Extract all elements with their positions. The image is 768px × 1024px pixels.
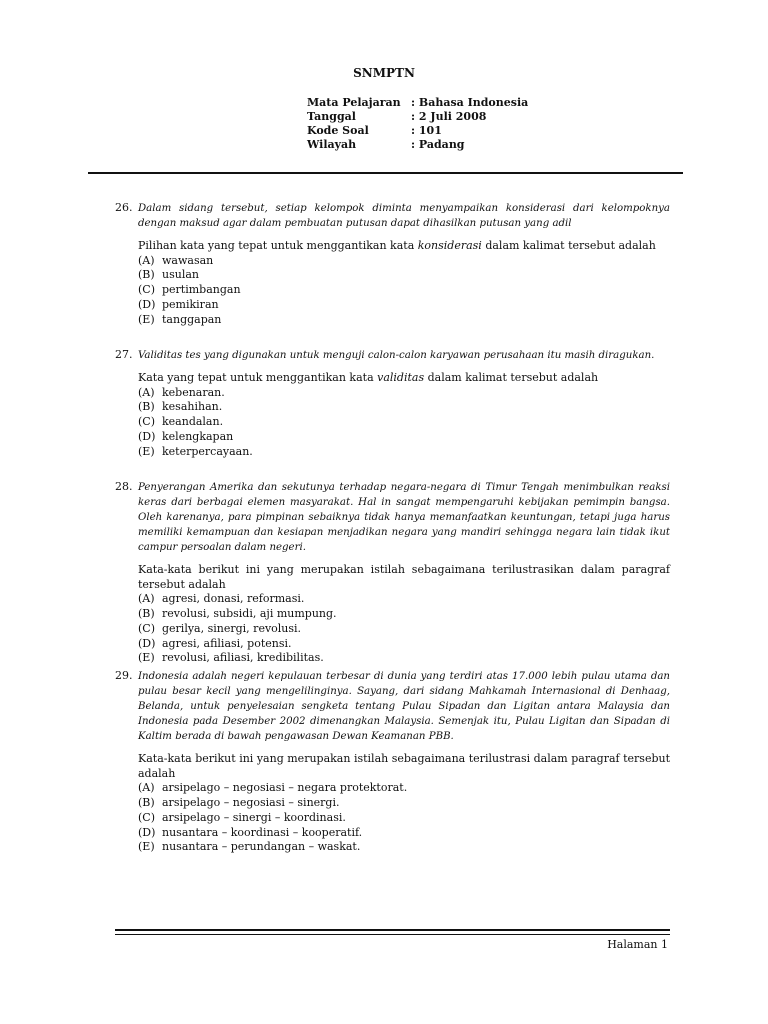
option-list [138, 781, 670, 855]
option-d[interactable] [138, 298, 670, 313]
info-value: : 101 [411, 124, 442, 137]
option-text: gerilya, sinergi, revolusi. [162, 621, 302, 635]
option-key: (D) [138, 636, 156, 650]
option-list [138, 592, 670, 666]
header-divider [88, 172, 683, 174]
option-text: keterpercayaan. [162, 444, 253, 458]
option-text: arsipelago – negosiasi – negara protektorat. [162, 781, 408, 795]
question-stem: Validitas tes yang digunakan untuk menguji calon-calon karyawan perusahaan itu masih diragukan. [138, 350, 655, 361]
info-label: Mata Pelajaran [307, 96, 401, 109]
option-text: arsipelago – negosiasi – sinergi. [162, 796, 340, 810]
option-key: (C) [138, 283, 155, 297]
option-text: usulan [162, 268, 199, 282]
info-value: : Padang [411, 138, 465, 151]
option-text: kelengkapan [162, 429, 234, 443]
info-row-subject [307, 96, 528, 110]
question-prompt [138, 752, 670, 781]
question-stem: Dalam sidang tersebut, setiap kelompok diminta menyampaikan konsiderasi dari kelompoknya dengan maksud agar dalam pembuatan putusan dapat dihasilkan putusan yang adil [138, 203, 670, 229]
option-text: agresi, afiliasi, potensi. [162, 636, 292, 650]
option-key: (C) [138, 415, 155, 429]
question-stem: Indonesia adalah negeri kepulauan terbesar di dunia yang terdiri atas 17.000 lebih pulau utama dan pulau besar kecil yang mengelilinginya. Sayang, dari sidang Mahkamah Internasional di Denhaag, Belanda, untuk penyelesaian sengketa tentang Pulau Sipadan dan Ligitan antara Malaysia dan Indonesia pada Desember 2002 dimenangkan Malaysia. Semenjak itu, Pulau Ligitan dan Sipadan di Kaltim berada di bawah pengawasan Dewan Keamanan PBB. [138, 671, 670, 742]
info-label: Kode Soal [307, 124, 369, 137]
option-key: (A) [138, 592, 155, 606]
prompt-term: validitas [377, 371, 425, 384]
option-e[interactable] [138, 840, 670, 855]
option-text: pertimbangan [162, 283, 241, 297]
option-list [138, 386, 670, 460]
question-stem: Penyerangan Amerika dan sekutunya terhadap negara-negara di Timur Tengah menimbulkan reaksi keras dari berbagai elemen masyarakat. Hal in sangat mempengaruhi kebijakan pemimpin bangsa. Oleh karenanya, para pimpinan sebaiknya tidak hanya memanfaatkan keuntungan, tetapi juga harus memiliki kemampuan dan kesiapan menjadikan negara yang mandiri sehingga negara lain tidak ikut campur persoalan dalam negeri. [138, 482, 670, 553]
question-29 [115, 669, 670, 855]
prompt-text: Pilihan kata yang tepat untuk menggantikan kata [138, 239, 418, 252]
prompt-text: Kata-kata berikut ini yang merupakan istilah sebagaimana terilustrasikan dalam paragraf tersebut adalah [138, 563, 670, 591]
option-text: keandalan. [162, 415, 224, 429]
option-a[interactable] [138, 592, 670, 607]
option-key: (B) [138, 268, 155, 282]
option-c[interactable] [138, 283, 670, 298]
question-number: 28. [115, 480, 133, 493]
option-text: wawasan [162, 253, 214, 267]
prompt-text: Kata yang tepat untuk menggantikan kata [138, 371, 378, 384]
option-e[interactable] [138, 313, 670, 328]
info-row-date [307, 110, 528, 124]
prompt-text: Kata-kata berikut ini yang merupakan istilah sebagaimana terilustrasi dalam paragraf tersebut adalah [138, 752, 670, 780]
option-text: arsipelago – sinergi – koordinasi. [162, 810, 346, 824]
option-list [138, 254, 670, 328]
option-key: (E) [138, 444, 155, 458]
option-text: nusantara – perundangan – waskat. [162, 840, 361, 854]
option-c[interactable] [138, 811, 670, 826]
question-number: 27. [115, 348, 133, 361]
option-a[interactable] [138, 781, 670, 796]
info-label: Wilayah [307, 138, 357, 151]
question-28 [115, 480, 670, 666]
option-d[interactable] [138, 637, 670, 652]
option-key: (A) [138, 781, 155, 795]
option-key: (E) [138, 651, 155, 665]
option-text: nusantara – koordinasi – kooperatif. [162, 825, 363, 839]
question-27 [115, 348, 670, 459]
info-row-code [307, 124, 528, 138]
option-text: agresi, donasi, reformasi. [162, 592, 305, 606]
option-e[interactable] [138, 651, 670, 666]
question-prompt [138, 563, 670, 592]
option-key: (C) [138, 621, 155, 635]
option-b[interactable] [138, 607, 670, 622]
option-c[interactable] [138, 415, 670, 430]
option-text: pemikiran [162, 297, 219, 311]
option-key: (E) [138, 840, 155, 854]
question-number: 29. [115, 669, 133, 682]
option-key: (E) [138, 312, 155, 326]
page-number: Halaman 1 [607, 938, 668, 951]
info-value: : 2 Juli 2008 [411, 110, 487, 123]
question-26 [115, 201, 670, 327]
option-d[interactable] [138, 430, 670, 445]
footer-divider [115, 929, 670, 931]
option-b[interactable] [138, 400, 670, 415]
prompt-text: dalam kalimat tersebut adalah [424, 371, 599, 384]
option-a[interactable] [138, 254, 670, 269]
option-key: (B) [138, 796, 155, 810]
option-text: tanggapan [162, 312, 222, 326]
option-key: (A) [138, 385, 155, 399]
option-text: revolusi, subsidi, aji mumpung. [162, 607, 337, 621]
info-value: : Bahasa Indonesia [411, 96, 529, 109]
document-title: SNMPTN [353, 66, 415, 80]
option-text: kesahihan. [162, 400, 223, 414]
option-key: (D) [138, 297, 156, 311]
option-key: (A) [138, 253, 155, 267]
option-key: (D) [138, 429, 156, 443]
option-b[interactable] [138, 796, 670, 811]
info-label: Tanggal [307, 110, 356, 123]
question-number: 26. [115, 201, 133, 214]
info-row-region [307, 138, 528, 152]
option-e[interactable] [138, 445, 670, 460]
prompt-term: konsiderasi [417, 239, 482, 252]
option-key: (D) [138, 825, 156, 839]
question-prompt [138, 371, 670, 386]
option-key: (B) [138, 607, 155, 621]
question-prompt [138, 239, 670, 254]
option-text: kebenaran. [162, 385, 225, 399]
option-text: revolusi, afiliasi, kredibilitas. [162, 651, 324, 665]
option-d[interactable] [138, 826, 670, 841]
exam-info-block [307, 96, 528, 152]
footer-divider-thin [115, 934, 670, 935]
option-a[interactable] [138, 386, 670, 401]
prompt-text: dalam kalimat tersebut adalah [481, 239, 656, 252]
option-b[interactable] [138, 268, 670, 283]
option-key: (B) [138, 400, 155, 414]
option-c[interactable] [138, 622, 670, 637]
option-key: (C) [138, 810, 155, 824]
